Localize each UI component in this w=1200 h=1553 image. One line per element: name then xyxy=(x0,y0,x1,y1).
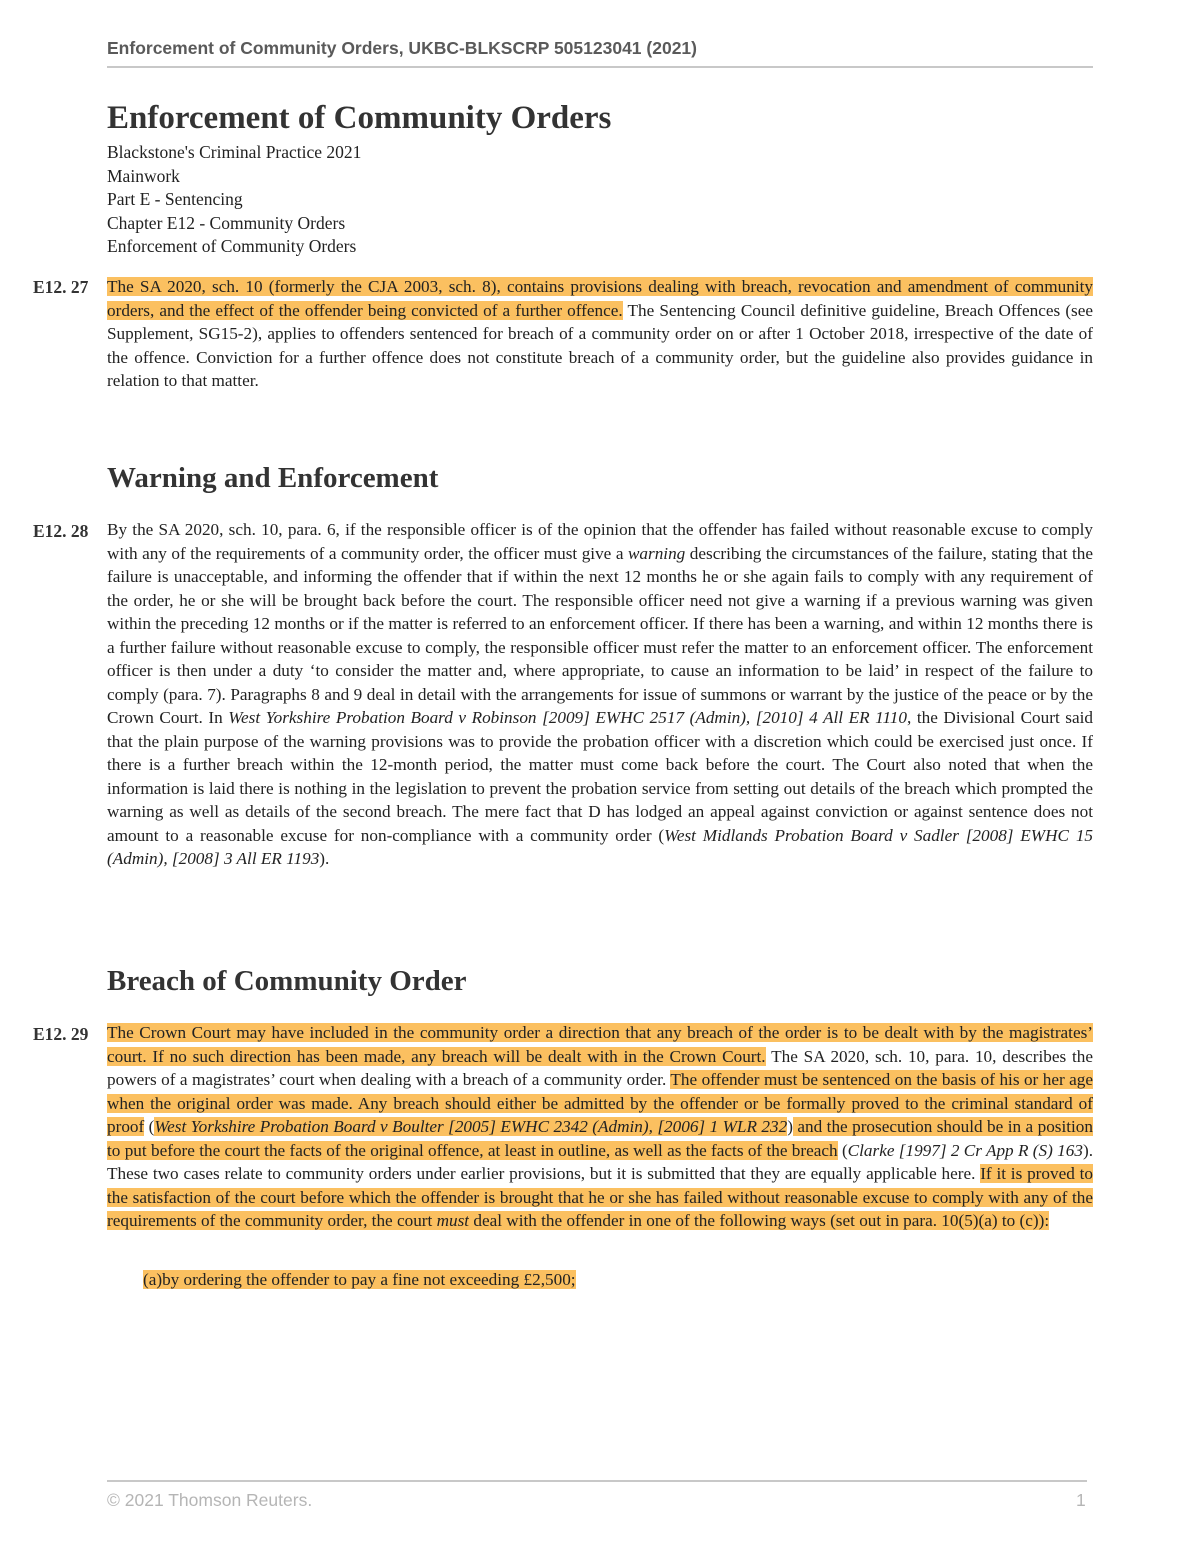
paragraph-number: E12. 27 xyxy=(33,277,89,297)
paragraph-e12-29 xyxy=(107,1021,1093,1233)
footer-copyright: © 2021 Thomson Reuters. xyxy=(107,1490,313,1510)
breadcrumb-item[interactable]: Blackstone's Criminal Practice 2021 xyxy=(107,142,362,162)
page-number: 1 xyxy=(1076,1490,1086,1510)
running-header: Enforcement of Community Orders, UKBC-BLKSCRP 505123041 (2021) xyxy=(107,38,697,58)
text-run: The Sentencing Council definitive guideline, Breach Offences (see Supplement, SG15-2), applies to offenders sentenced for breach of a community order on or after 1 October 2018, irrespective of the date of the offence. Conviction for a further offence does not constitute breach of a community order, but the guideline also provides guidance in relation to that matter. xyxy=(107,300,1093,390)
highlighted-text: The offender must be sentenced on the basis of his or her age when the original order was made. Any breach should either be admitted by the offender or be formally proved to the criminal standard of proof xyxy=(107,1070,1094,1136)
text-run: , the Divisional Court said that the plain purpose of the warning provisions was to provide the probation officer with a discretion which could be exercised just once. If there is a further breach within the 12-month period, the matter must come back before the court. The Court also noted that when the information is laid there is nothing in the legislation to prevent the probation service from setting out details of the breach which prompted the warning as well as details of the second breach. The mere fact that D has lodged an appeal against conviction or against sentence does not amount to a reasonable excuse for non-compliance with a community order ( xyxy=(107,708,1093,845)
breadcrumb-item[interactable]: Chapter E12 - Community Orders xyxy=(107,212,346,233)
highlighted-text: If it is proved to the satisfaction of the court before which the offender is brought that he or she has failed without reasonable excuse to comply with any of the requirements of the community order, the court xyxy=(107,1164,1093,1230)
text-run: ) xyxy=(787,1117,793,1136)
breadcrumb xyxy=(107,141,361,259)
breadcrumb-item[interactable]: Part E - Sentencing xyxy=(107,189,243,209)
text-run: ( xyxy=(144,1117,155,1136)
text-run: ). These two cases relate to community orders under earlier provisions, but it is submitted that they are equally applicable here. xyxy=(107,1140,1093,1183)
header-divider xyxy=(107,66,1093,68)
paragraph-e12-28 xyxy=(107,518,1093,871)
text-run: West Midlands Probation Board v Sadler [2008] EWHC 15 (Admin), [2008] 3 All ER 1193 xyxy=(107,825,1094,868)
text-run: warning xyxy=(627,543,686,563)
highlighted-text: and the prosecution should be in a position to put before the court the facts of the original offence, at least in outline, as well as the facts of the breach xyxy=(107,1117,1093,1160)
highlighted-text: deal with the offender in one of the following ways (set out in para. 10(5)(a) to (c)): xyxy=(469,1211,1050,1230)
text-run: ). xyxy=(319,849,330,868)
breadcrumb-item: Enforcement of Community Orders xyxy=(107,236,357,256)
highlighted-text: West Yorkshire Probation Board v Boulter [2005] EWHC 2342 (Admin), [2006] 1 WLR 232 xyxy=(154,1117,788,1136)
breadcrumb-item[interactable]: Mainwork xyxy=(107,165,180,186)
highlighted-text: The Crown Court may have included in the community order a direction that any breach of the order is to be dealt with by the magistrates’ court. If no such direction has been made, any breach will be dealt with in the Crown Court. xyxy=(107,1023,1093,1066)
text-run: describing the circumstances of the failure, stating that the failure is unacceptable, and informing the offender that if within the next 12 months he or she again fails to comply with any requirement of the order, he or she will be brought back before the court. The responsible officer need not give a warning if a previous warning was given within the preceding 12 months or if the matter is referred to an enforcement officer. If there has been a warning, and within 12 months there is a further failure without reasonable excuse to comply, the responsible officer must refer the matter to an enforcement officer. The enforcement officer is then under a duty ‘to consider the matter and, where appropriate, to cause an information to be laid’ in respect of the failure to comply (para. 7). Paragraphs 8 and 9 deal in detail with the arrangements for issue of summons or warrant by the justice of the peace or by the Crown Court. In xyxy=(107,543,1093,727)
section-heading-breach: Breach of Community Order xyxy=(107,965,467,997)
highlighted-text: must xyxy=(436,1211,470,1230)
text-run: Clarke [1997] 2 Cr App R (S) 163 xyxy=(847,1140,1083,1160)
text-run: West Yorkshire Probation Board v Robinson [2009] EWHC 2517 (Admin), [2010] 4 All ER 1110 xyxy=(228,708,907,727)
section-heading-warning: Warning and Enforcement xyxy=(107,462,439,494)
highlighted-text: The SA 2020, sch. 10 (formerly the CJA 2003, sch. 8), contains provisions dealing with breach, revocation and amendment of community orders, and the effect of the offender being convicted of a further offence. xyxy=(107,277,1093,320)
text-run: By the SA 2020, sch. 10, para. 6, if the responsible officer is of the opinion that the offender has failed without reasonable excuse to comply with any of the requirements of a community order, the officer must give a xyxy=(107,520,1093,563)
text-run: ( xyxy=(837,1140,848,1160)
footer-divider xyxy=(107,1480,1087,1482)
list-item-text: (a)by ordering the offender to pay a fine not exceeding £2,500; xyxy=(143,1270,576,1289)
paragraph-e12-27 xyxy=(107,275,1093,393)
paragraph-number: E12. 29 xyxy=(33,1024,89,1044)
paragraph-number: E12. 28 xyxy=(33,521,89,541)
text-run: The SA 2020, sch. 10, para. 10, describes the powers of a magistrates’ court when dealing with a breach of a community order. xyxy=(107,1046,1093,1089)
document-title: Enforcement of Community Orders xyxy=(107,100,612,136)
list-item xyxy=(143,1268,576,1292)
